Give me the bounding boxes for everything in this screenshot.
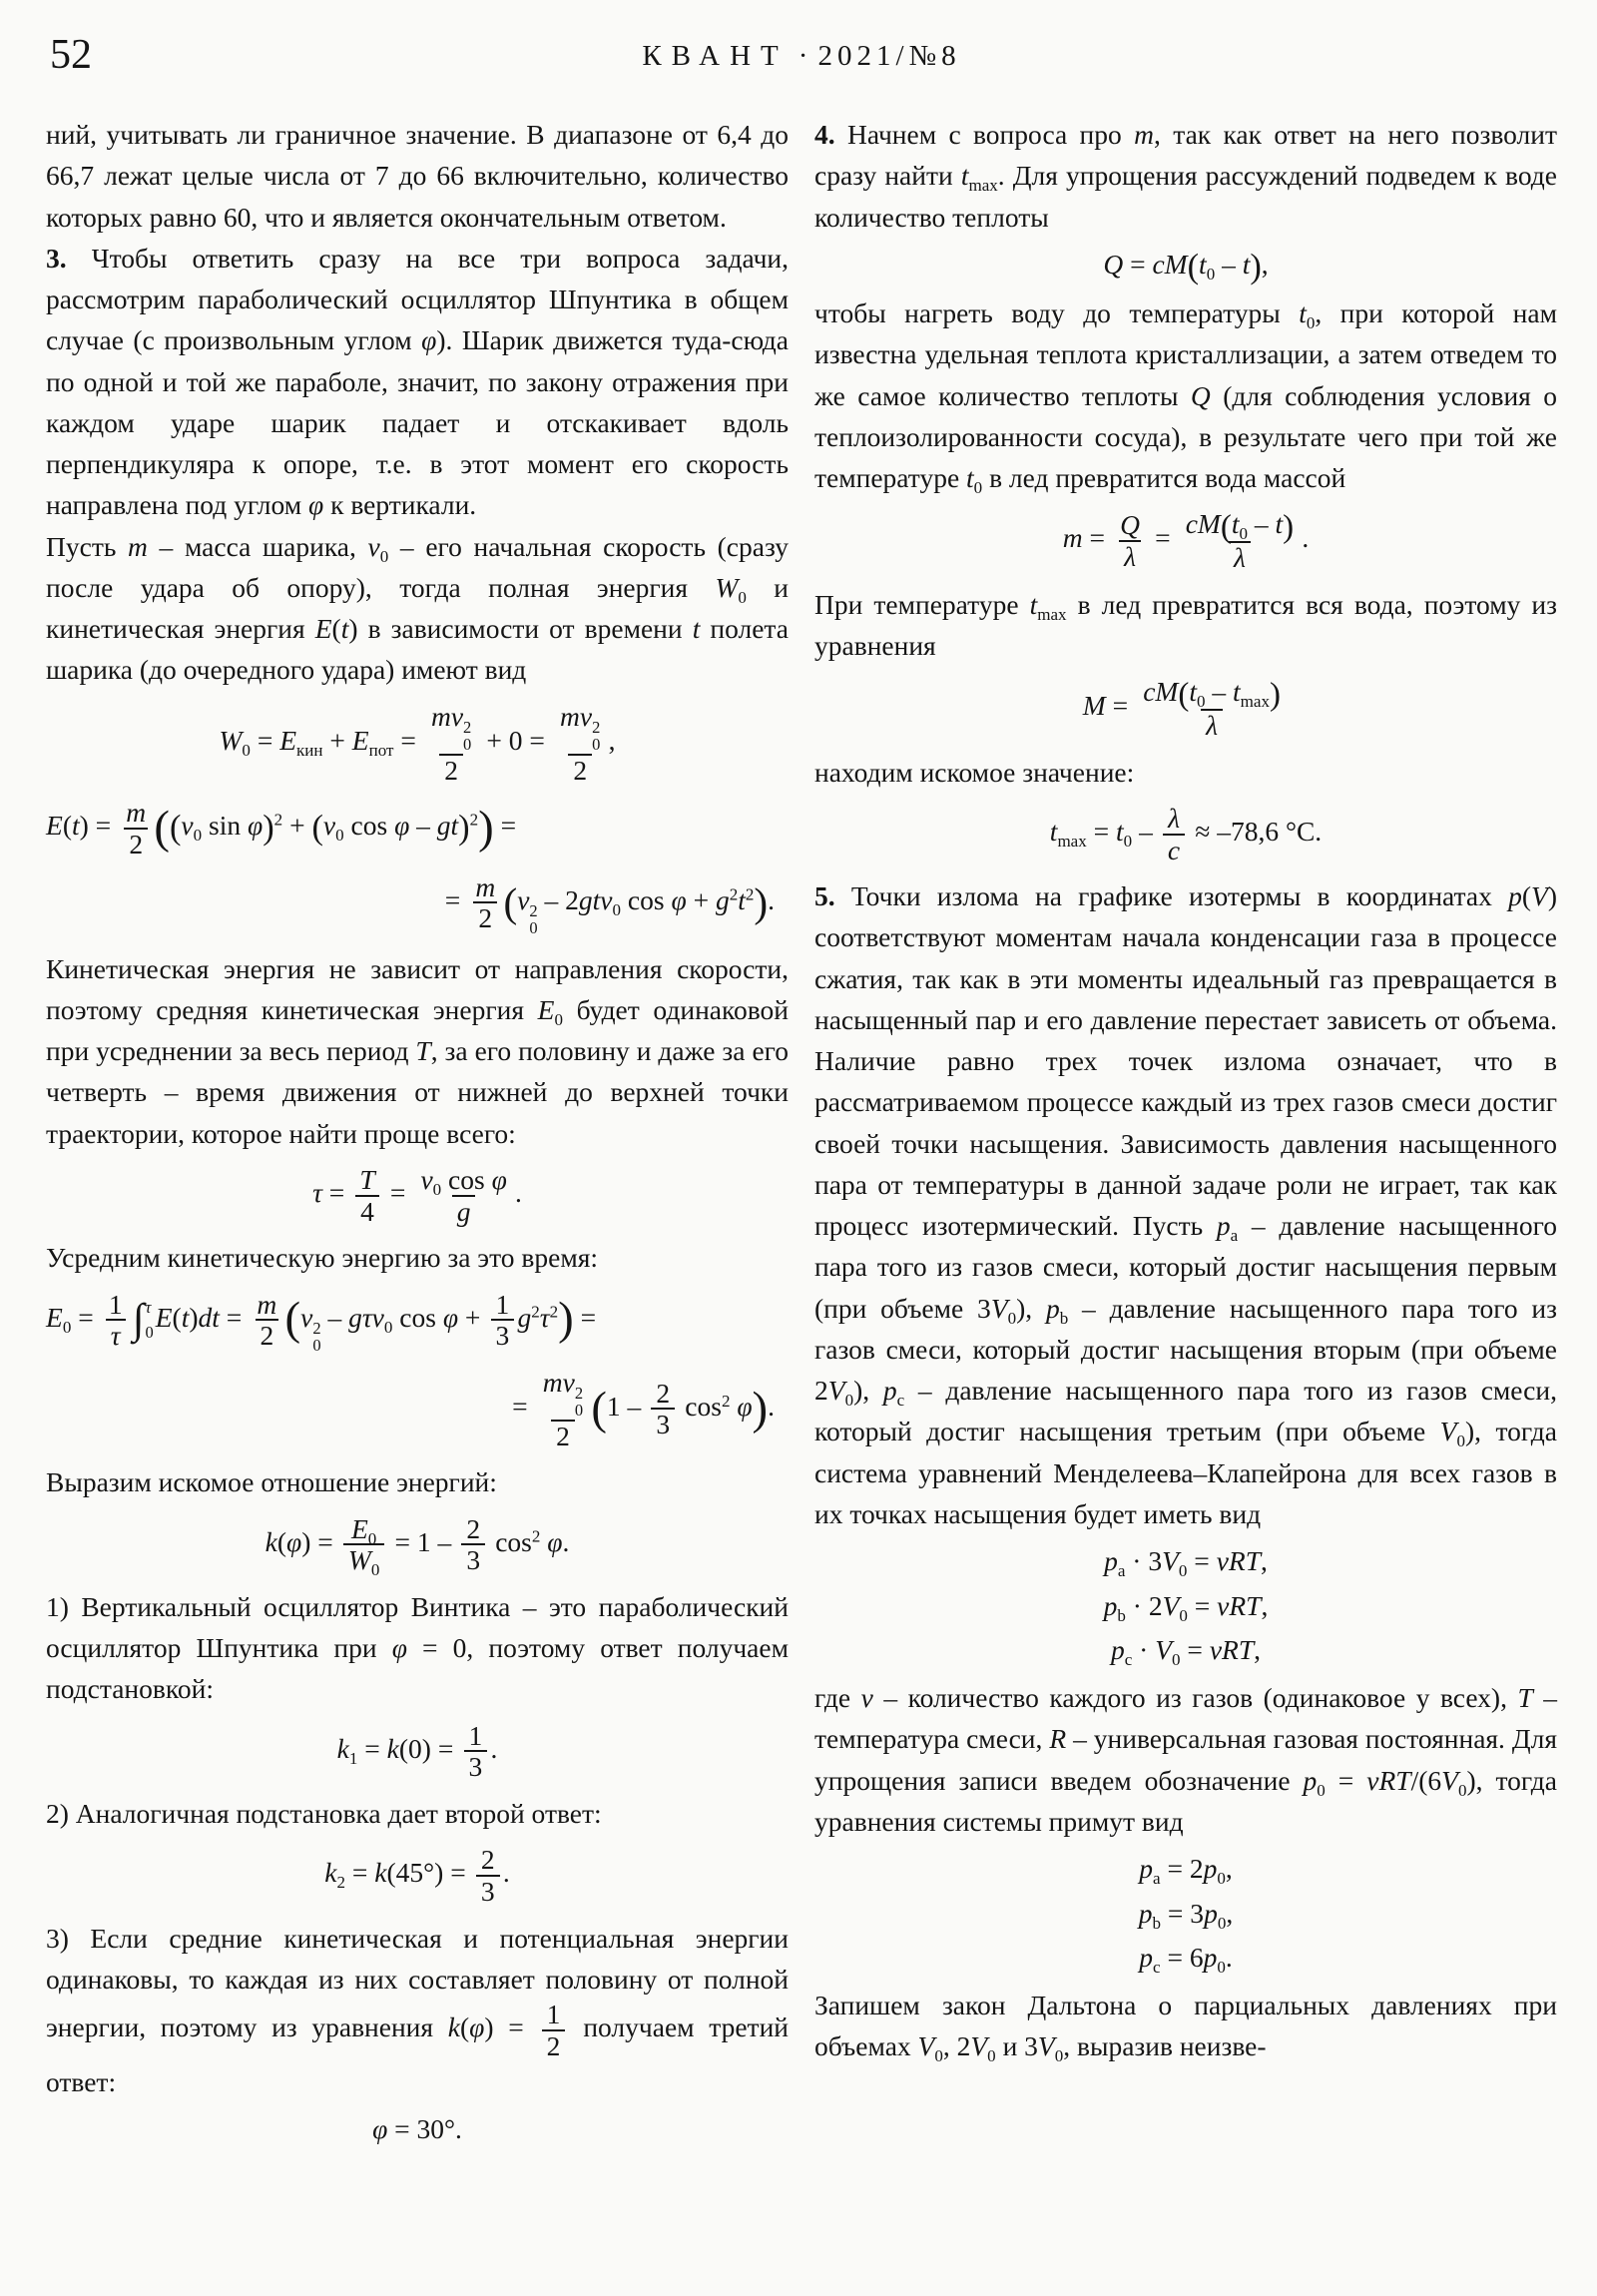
right-column <box>814 114 1557 2155</box>
formula: $p_a \cdot 3V_0 = \nu RT$, <box>1104 1545 1268 1581</box>
formula: $E_0$ = $\frac{1}{\tau}$ ∫ τ 0 E(t)dt = $\frac{m}{2}$ (v 2 0 – gτv$_0$ cos φ + $\frac{1}{3}$ $g^2\tau^2$) = <box>46 1288 597 1356</box>
paragraph: находим искомое значение: <box>814 756 1135 788</box>
formula: M = $\frac{cM(t_0 - t_{max})}{\lambda}$ <box>1082 676 1281 741</box>
paragraph: 4. Начнем с вопроса про m, так как ответ на него позволит сразу найти $t_{max}$. Для упрощения рассуждений подведем к воде количество теплоты <box>814 119 1558 233</box>
formula: $p_c \cdot V_0 = \nu RT$, <box>1110 1634 1261 1670</box>
formula: = $\frac{m}{2}$ (v 2 0 – 2gtv$_0$ $\cos \varphi + g^2t^2$). <box>444 870 775 938</box>
formula: $k_1 = k(0)$ = $\frac{1}{3}$ . <box>336 1719 498 1783</box>
paragraph: Усредним кинетическую энергию за это время: <box>46 1242 599 1274</box>
page-number: 52 <box>50 32 92 78</box>
formula: $k_2 = k(45^\circ)$ = $\frac{2}{3}$ . <box>324 1844 510 1907</box>
paragraph: 1) Вертикальный осциллятор Винтика – это параболический осциллятор Шпунтика при φ = 0, поэтому ответ получаем подстановкой: <box>46 1590 789 1705</box>
paragraph: Пусть m – масса шарика, $v_0$ – его начальная скорость (сразу после удара об опору), тогда полная энергия $W_0$ и кинетическая энергия E(t) в зависимости от времени t полета шарика (до очередного удара) имеют вид <box>46 530 790 686</box>
paragraph: ний, учитывать ли граничное значение. В диапазоне от 6,4 до 66,7 лежат целые числа от 7 до 66 включительно, количество которых равно 60, что и является окончательным ответом. <box>46 119 789 233</box>
formula: $t_{max} = t_0$ – $\frac{\lambda}{c}$ ≈ –78,6 °C. <box>1049 802 1323 865</box>
formula: k(φ) = $\frac{E_0}{W_0}$ = 1 – $\frac{2}{3}$ $\cos^2 \varphi$. <box>265 1512 570 1580</box>
paragraph: 2) Аналогичная подстановка дает второй ответ: <box>46 1798 602 1830</box>
paragraph: При температуре $t_{max}$ в лед превратится вся вода, поэтому из уравнения <box>814 588 1557 661</box>
formula: $p_b = 3p_0$, <box>1138 1897 1234 1933</box>
paragraph: Выразим искомое отношение энергий: <box>46 1466 497 1498</box>
formula: $p_a = 2p_0$, <box>1139 1853 1233 1889</box>
left-column <box>46 114 789 2155</box>
formula: = mv 2 0 2 (1 – $\frac{2}{3}$ $\cos^2 \varphi$). <box>512 1366 775 1451</box>
paragraph: 5. Точки излома на графике изотермы в координатах p(V) соответствуют моментам начала конденсации газа в процессе сжатия, так как в эти моменты идеальный газ превращается в насыщенный пар и его давление перестает зависеть от объема. Наличие равно трех точек излома означает, что в рассматриваемом процессе каждый из трех газов смеси достиг своей точки насыщения. Зависимость давления насыщенного пара от температуры в данной задаче роли не играет, так как процесс изотермический. Пусть $p_a$ – давление насыщенного пара того из газов смеси, который достиг насыщения первым (при объеме $3V_0$), $p_b$ – давление насыщенного пара того из газов смеси, который достиг насыщения вторым (при объеме $2V_0$), $p_c$ – давление насыщенного пара того из газов смеси, который достиг насыщения третьим (при объеме $V_0$), тогда система уравнений Менделеева–Клапейрона для всех газов в их точках насыщения будет иметь вид <box>814 880 1557 1529</box>
formula: E(t) = $\frac{m}{2}$ (($v_0$ $\sin \varphi)^2 + (v_0$ cos φ – gt)$^2$) = <box>46 797 517 860</box>
paragraph: 3) Если средние кинетическая и потенциальная энергии одинаковы, то каждая из них составляет половину от полной энергии, поэтому из уравнения k(φ) = $\frac{1}{2}$ получаем третий ответ: <box>46 1922 790 2097</box>
two-column-layout <box>46 114 1557 2155</box>
paragraph: чтобы нагреть воду до температуры $t_0$, при которой нам известна удельная теплота кристаллизации, а затем отведем то же самое количество теплоты Q (для соблюдения условия о теплоизолированности сосуда), в результате чего при той же температуре $t_0$ в лед превратится вода массой <box>814 297 1557 497</box>
formula: $p_c = 6p_0$. <box>1139 1942 1233 1978</box>
formula: $W_0 = E_{кин} + E_{пот}$ = mv 2 0 2 + 0 = mv 2 0 2 , <box>219 700 616 786</box>
journal-title <box>46 40 1557 73</box>
journal-issue: 2021/№8 <box>817 40 961 72</box>
formula: $Q = cM(t_0 - t)$, <box>1103 247 1269 286</box>
page-header <box>46 26 1557 90</box>
paragraph: где ν – количество каждого из газов (одинаковое у всех), T – температура смеси, R – универсальная газовая постоянная. Для упрощения записи введем обозначение $p_0 = \nu RT/(6V_0)$, тогда уравнения системы примут вид <box>814 1682 1558 1837</box>
title-separator: · <box>798 40 808 72</box>
journal-name: КВАНТ <box>642 40 789 72</box>
formula: $p_b \cdot 2V_0 = \nu RT$, <box>1103 1589 1269 1625</box>
formula: m = $\frac{Q}{\lambda}$ = $\frac{cM(t_0 - t)}{\lambda}$ . <box>1062 508 1310 573</box>
paragraph: Кинетическая энергия не зависит от направления скорости, поэтому средняя кинетическая энергия $E_0$ будет одинаковой при усреднении за весь период T, за его половину и даже за его четверть – время движения от нижней до верхней точки траектории, которое найти проще всего: <box>46 952 789 1149</box>
paragraph: Запишем закон Дальтона о парциальных давлениях при объемах $V_0$, $2V_0$ и $3V_0$, выразив неизве- <box>814 1989 1557 2066</box>
formula: τ = $\frac{T}{4}$ = $\frac{v_0 \cos \varphi}{g}$ . <box>312 1163 522 1227</box>
paragraph: 3. Чтобы ответить сразу на все три вопроса задачи, рассмотрим параболический осциллятор Шпунтика в общем случае (с произвольным углом φ). Шарик движется туда-сюда по одной и той же параболе, значит, по закону отражения при каждом ударе шарик падает и отскакивает вдоль перпендикуляра к опоре, т.е. в этот момент его скорость направлена под углом φ к вертикали. <box>46 242 789 521</box>
formula: φ = 30°. <box>372 2112 462 2144</box>
